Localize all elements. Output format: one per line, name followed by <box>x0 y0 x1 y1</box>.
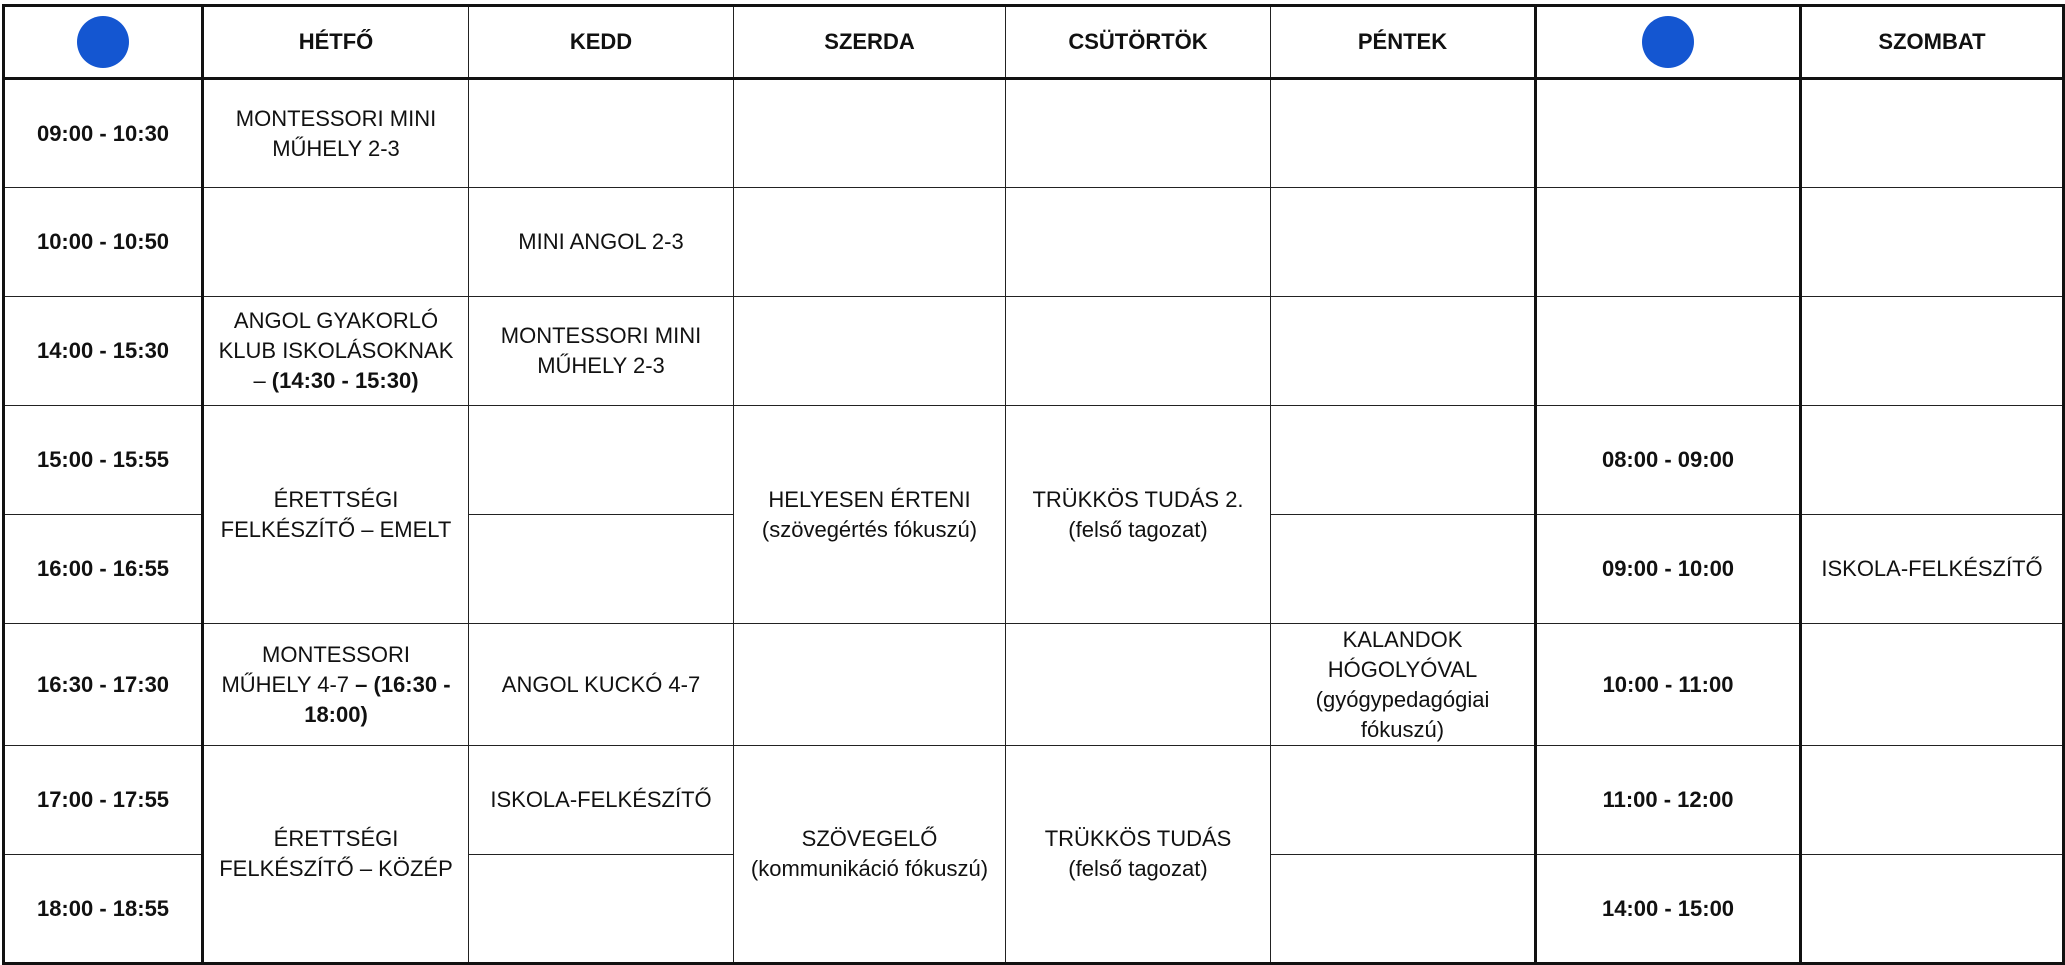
day-header-friday: PÉNTEK <box>1271 6 1536 79</box>
time-slot: 18:00 - 18:55 <box>4 855 203 964</box>
empty-cell <box>1006 188 1271 297</box>
class-name: SZÖVEGELŐ <box>801 826 938 851</box>
class-cell-tuesday: MONTESSORI MINI MŰHELY 2-3 <box>469 297 734 406</box>
day-header-saturday: SZOMBAT <box>1801 6 2064 79</box>
day-header-thursday: CSÜTÖRTÖK <box>1006 6 1271 79</box>
day-header-tuesday: KEDD <box>469 6 734 79</box>
class-cell-friday <box>1271 624 1536 746</box>
empty-cell <box>469 855 734 964</box>
saturday-time-slot: 09:00 - 10:00 <box>1536 515 1801 624</box>
saturday-time-slot: 11:00 - 12:00 <box>1536 746 1801 855</box>
empty-cell <box>1801 297 2064 406</box>
saturday-time-slot: 10:00 - 11:00 <box>1536 624 1801 746</box>
time-slot: 10:00 - 10:50 <box>4 188 203 297</box>
empty-cell <box>1801 746 2064 855</box>
blue-dot-icon <box>1642 16 1694 68</box>
class-time-note: – (16:30 - 18:00) <box>304 671 451 727</box>
empty-cell <box>1801 406 2064 515</box>
empty-cell <box>734 297 1006 406</box>
class-name: TRÜKKÖS TUDÁS 2. <box>1032 486 1244 512</box>
class-cell-monday: ÉRETTSÉGI FELKÉSZÍTŐ – EMELT <box>203 406 469 624</box>
empty-cell <box>1801 624 2064 746</box>
weekly-schedule-table <box>2 4 2065 965</box>
empty-cell <box>469 515 734 624</box>
class-cell-monday <box>203 624 469 746</box>
class-time-note: (14:30 - 15:30) <box>271 368 419 393</box>
schedule-wrapper <box>2 4 2065 965</box>
class-cell-tuesday: ISKOLA-FELKÉSZÍTŐ <box>469 746 734 855</box>
schedule-row <box>4 624 2064 746</box>
time-slot: 15:00 - 15:55 <box>4 406 203 515</box>
class-cell-tuesday: ANGOL KUCKÓ 4-7 <box>469 624 734 746</box>
class-cell-monday: MONTESSORI MINI MŰHELY 2-3 <box>203 79 469 188</box>
saturday-time-slot: 08:00 - 09:00 <box>1536 406 1801 515</box>
empty-cell <box>203 188 469 297</box>
empty-cell <box>1536 188 1801 297</box>
time-slot: 16:00 - 16:55 <box>4 515 203 624</box>
empty-cell <box>1006 297 1271 406</box>
empty-cell <box>734 79 1006 188</box>
time-slot: 09:00 - 10:30 <box>4 79 203 188</box>
empty-cell <box>1801 855 2064 964</box>
schedule-row <box>4 406 2064 515</box>
empty-cell <box>1801 188 2064 297</box>
class-cell-monday: ÉRETTSÉGI FELKÉSZÍTŐ – KÖZÉP <box>203 746 469 964</box>
schedule-row <box>4 188 2064 297</box>
empty-cell <box>1006 79 1271 188</box>
empty-cell <box>1271 515 1536 624</box>
class-cell-wednesday <box>734 746 1006 964</box>
header-row <box>4 6 2064 79</box>
class-cell-monday <box>203 297 469 406</box>
empty-cell <box>1536 79 1801 188</box>
empty-cell <box>734 624 1006 746</box>
saturday-time-header-cell <box>1536 6 1801 79</box>
time-slot: 14:00 - 15:30 <box>4 297 203 406</box>
class-name: ANGOL GYAKORLÓ KLUB ISKOLÁSOKNAK – <box>218 308 454 393</box>
class-cell-thursday <box>1006 406 1271 624</box>
blue-dot-icon <box>77 16 129 68</box>
empty-cell <box>1271 188 1536 297</box>
day-header-monday: HÉTFŐ <box>203 6 469 79</box>
empty-cell <box>1801 79 2064 188</box>
class-subtitle: (kommunikáció fókuszú) <box>750 856 989 881</box>
saturday-time-slot: 14:00 - 15:00 <box>1536 855 1801 964</box>
empty-cell <box>1271 297 1536 406</box>
time-slot: 17:00 - 17:55 <box>4 746 203 855</box>
schedule-row <box>4 297 2064 406</box>
class-cell-wednesday <box>734 406 1006 624</box>
empty-cell <box>1271 79 1536 188</box>
empty-cell <box>1536 297 1801 406</box>
class-name: MONTESSORI MŰHELY 4-7 <box>221 641 410 697</box>
empty-cell <box>469 406 734 515</box>
class-cell-tuesday: MINI ANGOL 2-3 <box>469 188 734 297</box>
class-subtitle: (gyógypedagógiai fókuszú) <box>1315 686 1490 742</box>
empty-cell <box>734 188 1006 297</box>
empty-cell <box>1006 624 1271 746</box>
class-cell-thursday: TRÜKKÖS TUDÁS (felső tagozat) <box>1006 746 1271 964</box>
schedule-row <box>4 79 2064 188</box>
empty-cell <box>1271 406 1536 515</box>
corner-header-cell <box>4 6 203 79</box>
time-slot: 16:30 - 17:30 <box>4 624 203 746</box>
class-name: HELYESEN ÉRTENI <box>768 486 971 512</box>
class-cell-saturday: ISKOLA-FELKÉSZÍTŐ <box>1801 515 2064 624</box>
class-name: KALANDOK HÓGOLYÓVAL <box>1327 626 1478 682</box>
day-header-wednesday: SZERDA <box>734 6 1006 79</box>
empty-cell <box>1271 746 1536 855</box>
schedule-row <box>4 746 2064 855</box>
empty-cell <box>1271 855 1536 964</box>
empty-cell <box>469 79 734 188</box>
class-subtitle: (szövegértés fókuszú) <box>761 516 978 542</box>
class-subtitle: (felső tagozat) <box>1068 516 1208 542</box>
